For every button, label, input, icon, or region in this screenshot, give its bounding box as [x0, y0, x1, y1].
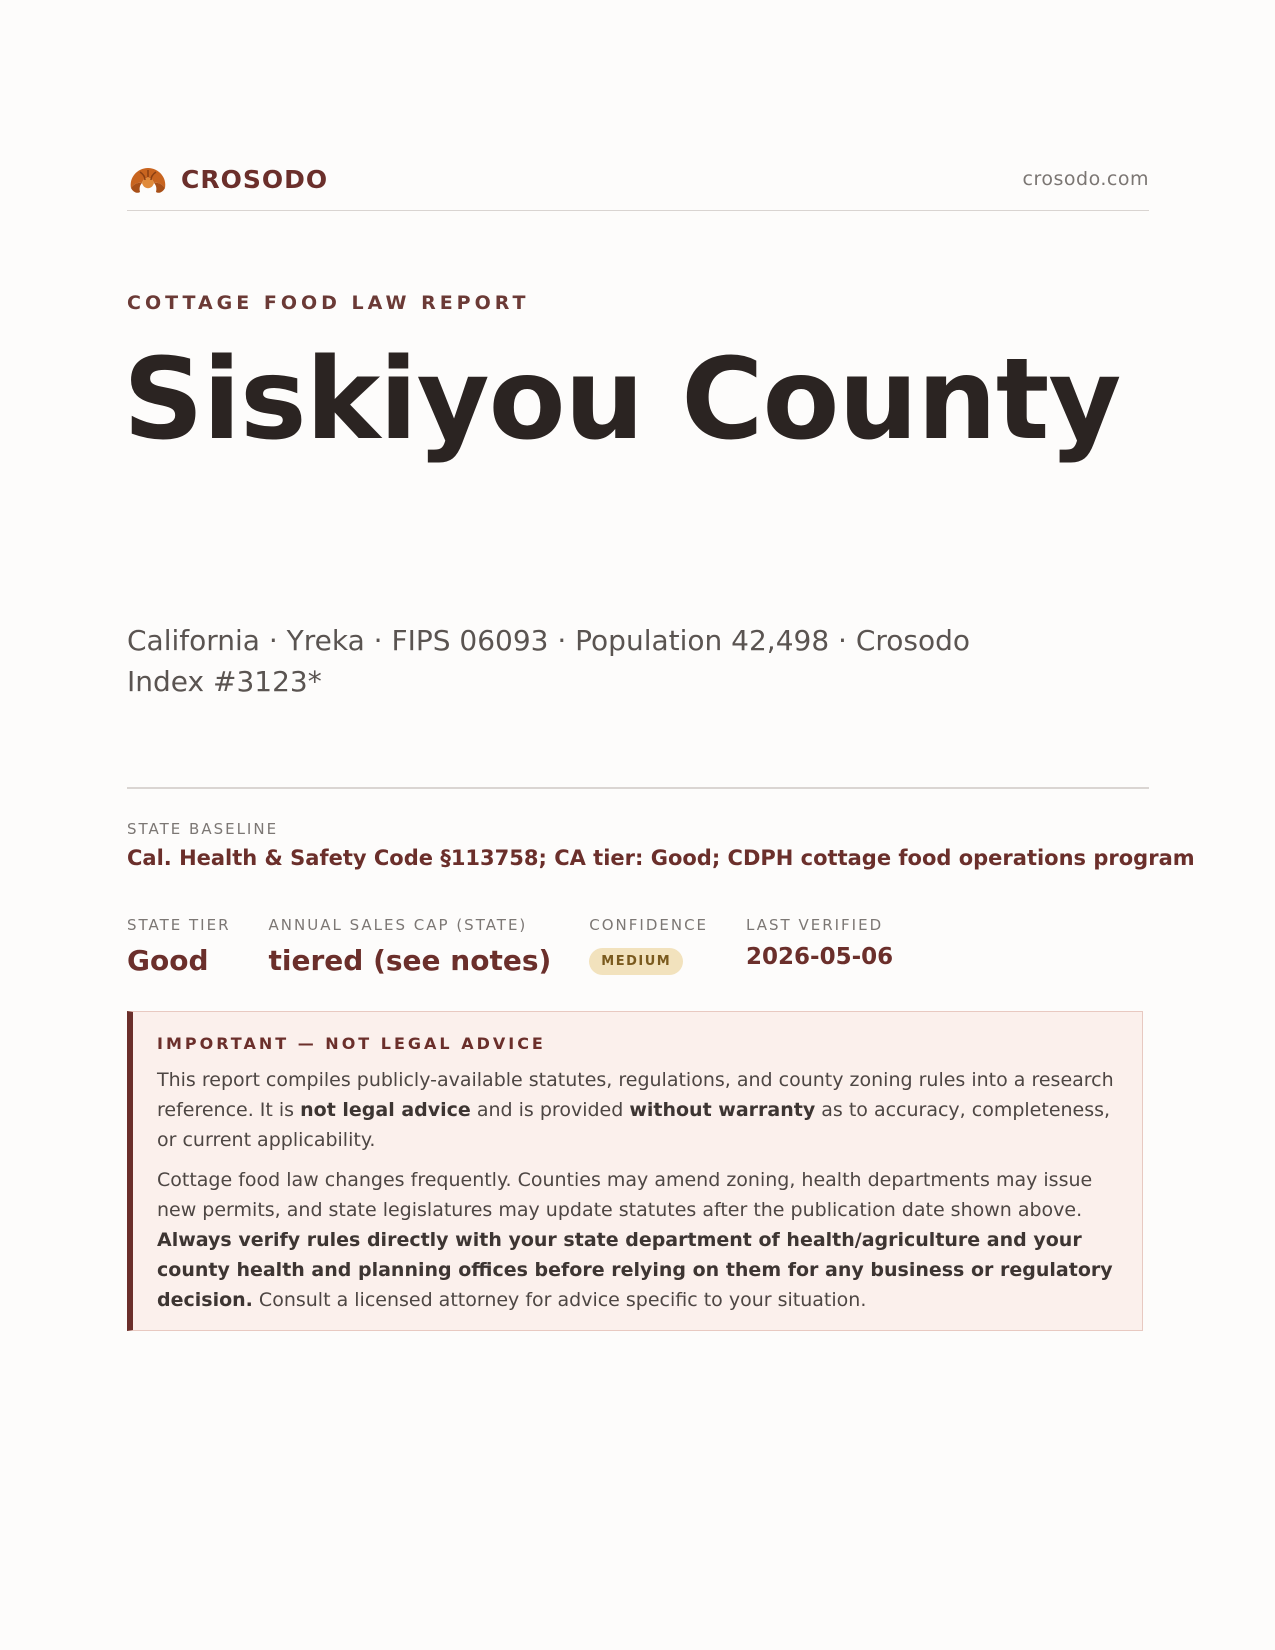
confidence-badge: MEDIUM	[589, 948, 683, 975]
stat-state-tier	[127, 916, 231, 977]
stat-value: 2026-05-06	[746, 944, 894, 970]
report-eyebrow: COTTAGE FOOD LAW REPORT	[127, 292, 530, 314]
section-divider	[127, 787, 1149, 789]
stats-row	[127, 916, 931, 977]
stat-value: tiered (see notes)	[268, 944, 552, 977]
notice-text: as to accuracy, completeness, or current applicability.	[157, 1099, 1111, 1151]
brand-name: CROSODO	[181, 165, 329, 194]
page-header	[127, 160, 1149, 211]
stat-label: CONFIDENCE	[589, 916, 709, 934]
state-baseline-label: STATE BASELINE	[127, 820, 279, 838]
page-title: Siskiyou County	[123, 335, 1121, 465]
state-baseline	[127, 820, 1195, 870]
site-url[interactable]: crosodo.com	[1022, 168, 1149, 190]
notice-text: and is provided	[470, 1099, 630, 1121]
notice-text: Consult a licensed attorney for advice specific to your situation.	[252, 1289, 867, 1311]
report-subtitle: California · Yreka · FIPS 06093 · Population 42,498 · Crosodo Index #3123*	[127, 624, 971, 698]
notice-paragraph	[157, 1065, 1116, 1155]
stat-last-verified	[746, 916, 893, 977]
legal-notice	[127, 1011, 1143, 1331]
stat-label: STATE TIER	[127, 916, 231, 934]
stat-label: ANNUAL SALES CAP (STATE)	[268, 916, 528, 934]
stat-confidence	[589, 916, 708, 977]
notice-paragraph	[157, 1165, 1116, 1315]
notice-emphasis: without warranty	[629, 1099, 816, 1121]
notice-emphasis: not legal advice	[300, 1099, 471, 1121]
notice-emphasis: Always verify rules directly with your state department of health/agriculture and your county health and planning offices before relying on them for any business or regulatory decision.	[157, 1229, 1113, 1311]
stat-sales-cap	[269, 916, 552, 977]
notice-text: Cottage food law changes frequently. Counties may amend zoning, health departments may issue new permits, and state legislatures may update statutes after the publication date shown above.	[157, 1169, 1093, 1221]
croissant-icon	[127, 160, 169, 200]
notice-text: This report compiles publicly-available statutes, regulations, and county zoning rules into a research reference. It is	[157, 1069, 1114, 1121]
brand	[127, 160, 328, 200]
notice-title: IMPORTANT — NOT LEGAL ADVICE	[157, 1034, 546, 1053]
stat-label: LAST VERIFIED	[746, 916, 884, 934]
state-baseline-value: Cal. Health & Safety Code §113758; CA tier: Good; CDPH cottage food operations program	[127, 846, 1195, 870]
stat-value: Good	[127, 944, 209, 977]
